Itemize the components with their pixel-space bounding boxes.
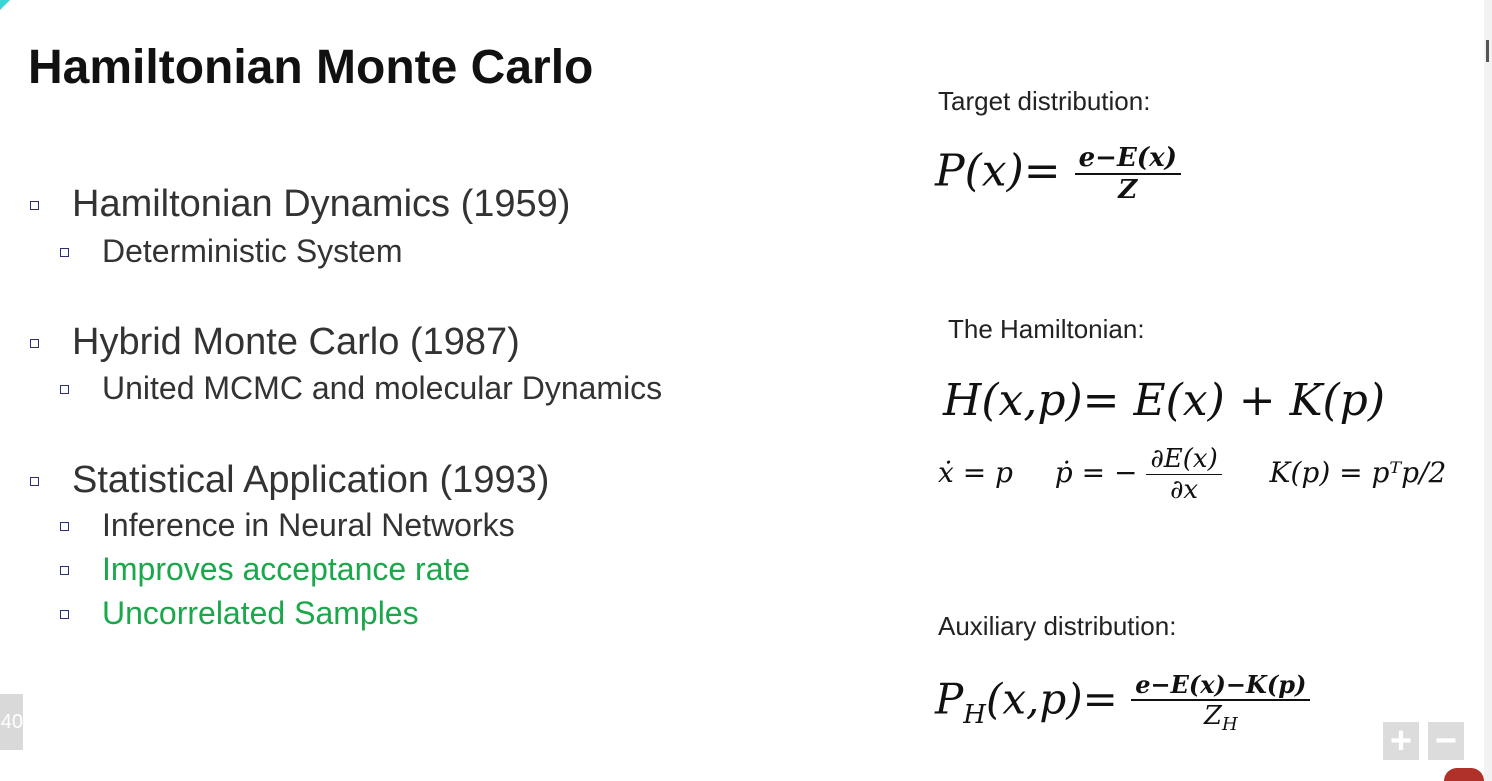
- bullet-box-icon: [60, 522, 69, 531]
- kinetic-energy-equation: K(p) = pᵀp/2: [1269, 456, 1447, 489]
- bullet-box-icon: [30, 477, 39, 486]
- bullet-text: United MCMC and molecular Dynamics: [102, 370, 663, 406]
- pdot-fraction: [1146, 444, 1221, 505]
- bullet-text: Hamiltonian Dynamics (1959): [72, 183, 571, 225]
- hamiltonian-equation: H(x,p)= E(x) + K(p): [943, 375, 1385, 426]
- page-number: 40: [0, 694, 23, 750]
- aux-den-subscript: H: [1221, 714, 1238, 736]
- pdot-lhs: ṗ = −: [1054, 456, 1138, 489]
- aux-fraction: [1131, 670, 1310, 735]
- bullet-box-icon: [60, 610, 69, 619]
- aux-lhs-rest: (x,p)=: [985, 674, 1118, 724]
- hamiltonian-label: The Hamiltonian:: [948, 314, 1145, 344]
- bullet-text: Hybrid Monte Carlo (1987): [72, 321, 520, 363]
- dynamics-equations: [938, 444, 1446, 505]
- zoom-in-button[interactable]: +: [1383, 722, 1419, 760]
- bullet-box-icon: [60, 566, 69, 575]
- bullet-box-icon: [30, 339, 39, 348]
- corner-accent: [0, 0, 10, 10]
- bullet-text: Improves acceptance rate: [102, 551, 471, 587]
- auxiliary-distribution-label: Auxiliary distribution:: [938, 611, 1177, 641]
- target-numerator: e−E(x): [1075, 143, 1181, 175]
- aux-den-base: Z: [1203, 701, 1222, 731]
- bullet-text: Deterministic System: [102, 233, 403, 269]
- aux-numerator: e−E(x)−K(p): [1131, 670, 1310, 701]
- target-distribution-label: Target distribution:: [938, 86, 1151, 116]
- zoom-out-button[interactable]: −: [1428, 722, 1464, 760]
- xdot-equation: ẋ = p: [938, 456, 1013, 489]
- target-lhs: P(x)=: [935, 145, 1061, 197]
- bullet-text: Inference in Neural Networks: [102, 507, 515, 543]
- aux-lhs-subscript: H: [963, 699, 986, 730]
- logo-icon: [1444, 768, 1484, 781]
- aux-lhs-base: P: [935, 674, 964, 724]
- pdot-numerator: ∂E(x): [1146, 444, 1221, 475]
- target-denominator: Z: [1118, 175, 1138, 205]
- bullet-box-icon: [60, 385, 69, 394]
- pdot-denominator: ∂x: [1169, 475, 1199, 505]
- auxiliary-distribution-equation: [935, 670, 1310, 735]
- slide-title: Hamiltonian Monte Carlo: [28, 41, 594, 94]
- bullet-text: Statistical Application (1993): [72, 459, 550, 501]
- target-distribution-equation: [935, 143, 1181, 205]
- scrollbar-thumb[interactable]: [1486, 40, 1489, 62]
- target-fraction: [1075, 143, 1181, 205]
- bullet-box-icon: [30, 201, 39, 210]
- aux-denominator: [1131, 701, 1310, 735]
- bullet-text: Uncorrelated Samples: [102, 595, 419, 631]
- scrollbar-track[interactable]: [1484, 0, 1492, 781]
- bullet-box-icon: [60, 248, 69, 257]
